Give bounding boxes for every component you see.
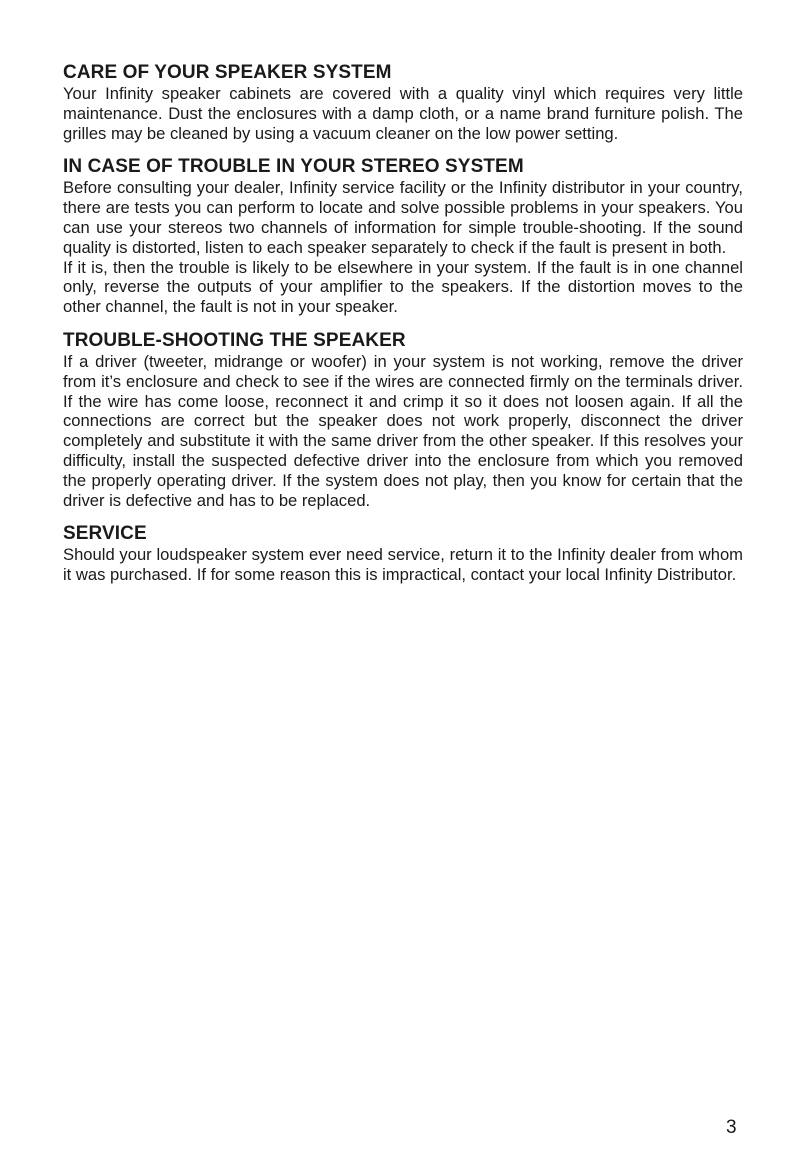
section-title: SERVICE (63, 523, 147, 545)
section-trouble-shooting-speaker (63, 330, 743, 510)
paragraph: Should your loudspeaker system ever need service, return it to the Infinity dealer from whom it was purchased. If for some reason this is impractical, contact your local Infinity Distributor. (63, 545, 743, 585)
paragraph: If a driver (tweeter, midrange or woofer) in your system is not working, remove the driver from it’s enclosure and check to see if the wires are connected firmly on the terminals driver. If the wire has come loose, reconnect it and crimp it so it does not loosen again. If all the connections are correct but the speaker does not work properly, disconnect the driver completely and substitute it with the same driver from the other speaker. If this resolves your difficulty, install the suspected defective driver into the enclosure from which you removed the properly operating driver. If the system does not play, then you know for certain that the driver is defective and has to be replaced. (63, 351, 743, 510)
section-service (63, 523, 743, 585)
section-title: CARE OF YOUR SPEAKER SYSTEM (63, 62, 392, 83)
paragraph: If it is, then the trouble is likely to be elsewhere in your system. If the fault is in one channel only, reverse the outputs of your amplifier to the speakers. If the distortion moves to the other channel, the fault is not in your speaker. (63, 257, 743, 317)
paragraph: Before consulting your dealer, Infinity service facility or the Infinity distributor in your country, there are tests you can perform to locate and solve possible problems in your speakers. You can use your stereos two channels of information for simple trouble-shooting. If the sound quality is distorted, listen to each speaker separately to check if the fault is present in both. (63, 178, 743, 257)
section-care (63, 62, 743, 143)
page-number: 3 (726, 1117, 737, 1138)
manual-page (63, 62, 743, 598)
section-title: TROUBLE-SHOOTING THE SPEAKER (63, 329, 406, 351)
section-trouble-stereo (63, 156, 743, 317)
section-title: IN CASE OF TROUBLE IN YOUR STEREO SYSTEM (63, 156, 524, 178)
paragraph: Your Infinity speaker cabinets are covered with a quality vinyl which requires very little maintenance. Dust the enclosures with a damp cloth, or a name brand furniture polish. The grilles may be cleaned by using a vacuum cleaner on the low power setting. (63, 84, 743, 143)
